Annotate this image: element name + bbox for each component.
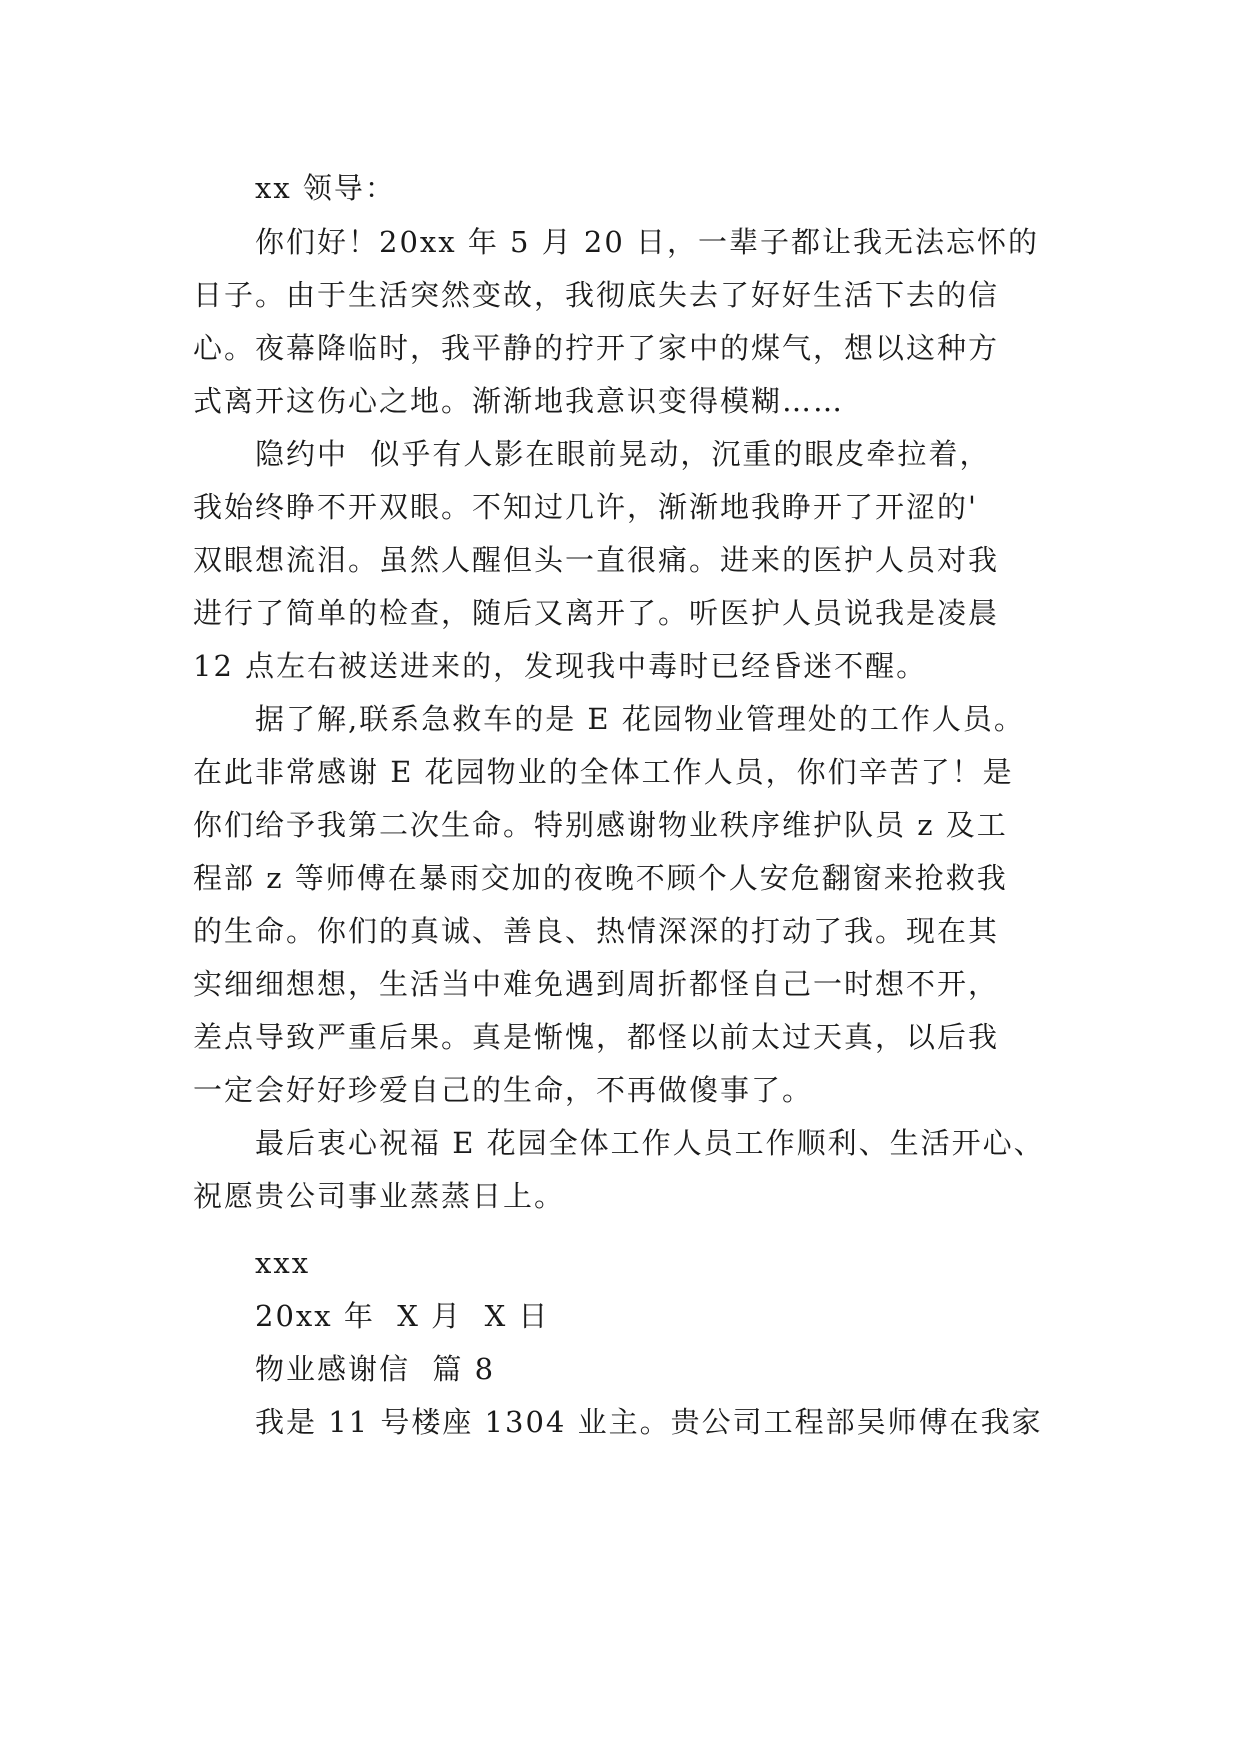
text-line: 日子。由于生活突然变故，我彻底失去了好好生活下去的信 bbox=[193, 278, 1000, 312]
text-line: 最后衷心祝福 E 花园全体工作人员工作顺利、生活开心、 bbox=[255, 1126, 1045, 1160]
text-line: 实细细想想，生活当中难免遇到周折都怪自己一时想不开， bbox=[193, 967, 1000, 1001]
text-line: 在此非常感谢 E 花园物业的全体工作人员，你们辛苦了！是 bbox=[193, 755, 1014, 789]
text-line: 你们给予我第二次生命。特别感谢物业秩序维护队员 z 及工 bbox=[193, 808, 1008, 842]
text-line: 我始终睁不开双眼。不知过几许，渐渐地我睁开了开涩的' bbox=[193, 490, 978, 524]
text-line: 双眼想流泪。虽然人醒但头一直很痛。进来的医护人员对我 bbox=[193, 543, 1000, 577]
text-line: 我是 11 号楼座 1304 业主。贵公司工程部吴师傅在我家 bbox=[255, 1405, 1043, 1439]
text-line: 据了解,联系急救车的是 E 花园物业管理处的工作人员。 bbox=[255, 702, 1025, 736]
letter-date: 20xx 年 X 月 X 日 bbox=[255, 1299, 550, 1333]
text-line: 你们好！20xx 年 5 月 20 日，一辈子都让我无法忘怀的 bbox=[255, 225, 1040, 259]
text-line: 程部 z 等师傅在暴雨交加的夜晚不顾个人安危翻窗来抢救我 bbox=[193, 861, 1008, 895]
salutation: xx 领导： bbox=[255, 171, 396, 205]
text-line: 式离开这伤心之地。渐渐地我意识变得模糊…… bbox=[193, 384, 845, 418]
text-line: 的生命。你们的真诚、善良、热情深深的打动了我。现在其 bbox=[193, 914, 1000, 948]
text-line: 隐约中 似乎有人影在眼前晃动，沉重的眼皮牵拉着， bbox=[255, 437, 991, 471]
text-line: 差点导致严重后果。真是惭愧，都怪以前太过天真，以后我 bbox=[193, 1020, 1000, 1054]
text-line: 进行了简单的检查，随后又离开了。听医护人员说我是凌晨 bbox=[193, 596, 1000, 630]
text-line: 一定会好好珍爱自己的生命，不再做傻事了。 bbox=[193, 1073, 814, 1107]
signature: xxx bbox=[255, 1246, 311, 1280]
section-title: 物业感谢信 篇 8 bbox=[255, 1352, 496, 1386]
text-line: 12 点左右被送进来的，发现我中毒时已经昏迷不醒。 bbox=[193, 649, 928, 683]
text-line: 祝愿贵公司事业蒸蒸日上。 bbox=[193, 1179, 566, 1213]
text-line: 心。夜幕降临时，我平静的拧开了家中的煤气，想以这种方 bbox=[193, 331, 1000, 365]
